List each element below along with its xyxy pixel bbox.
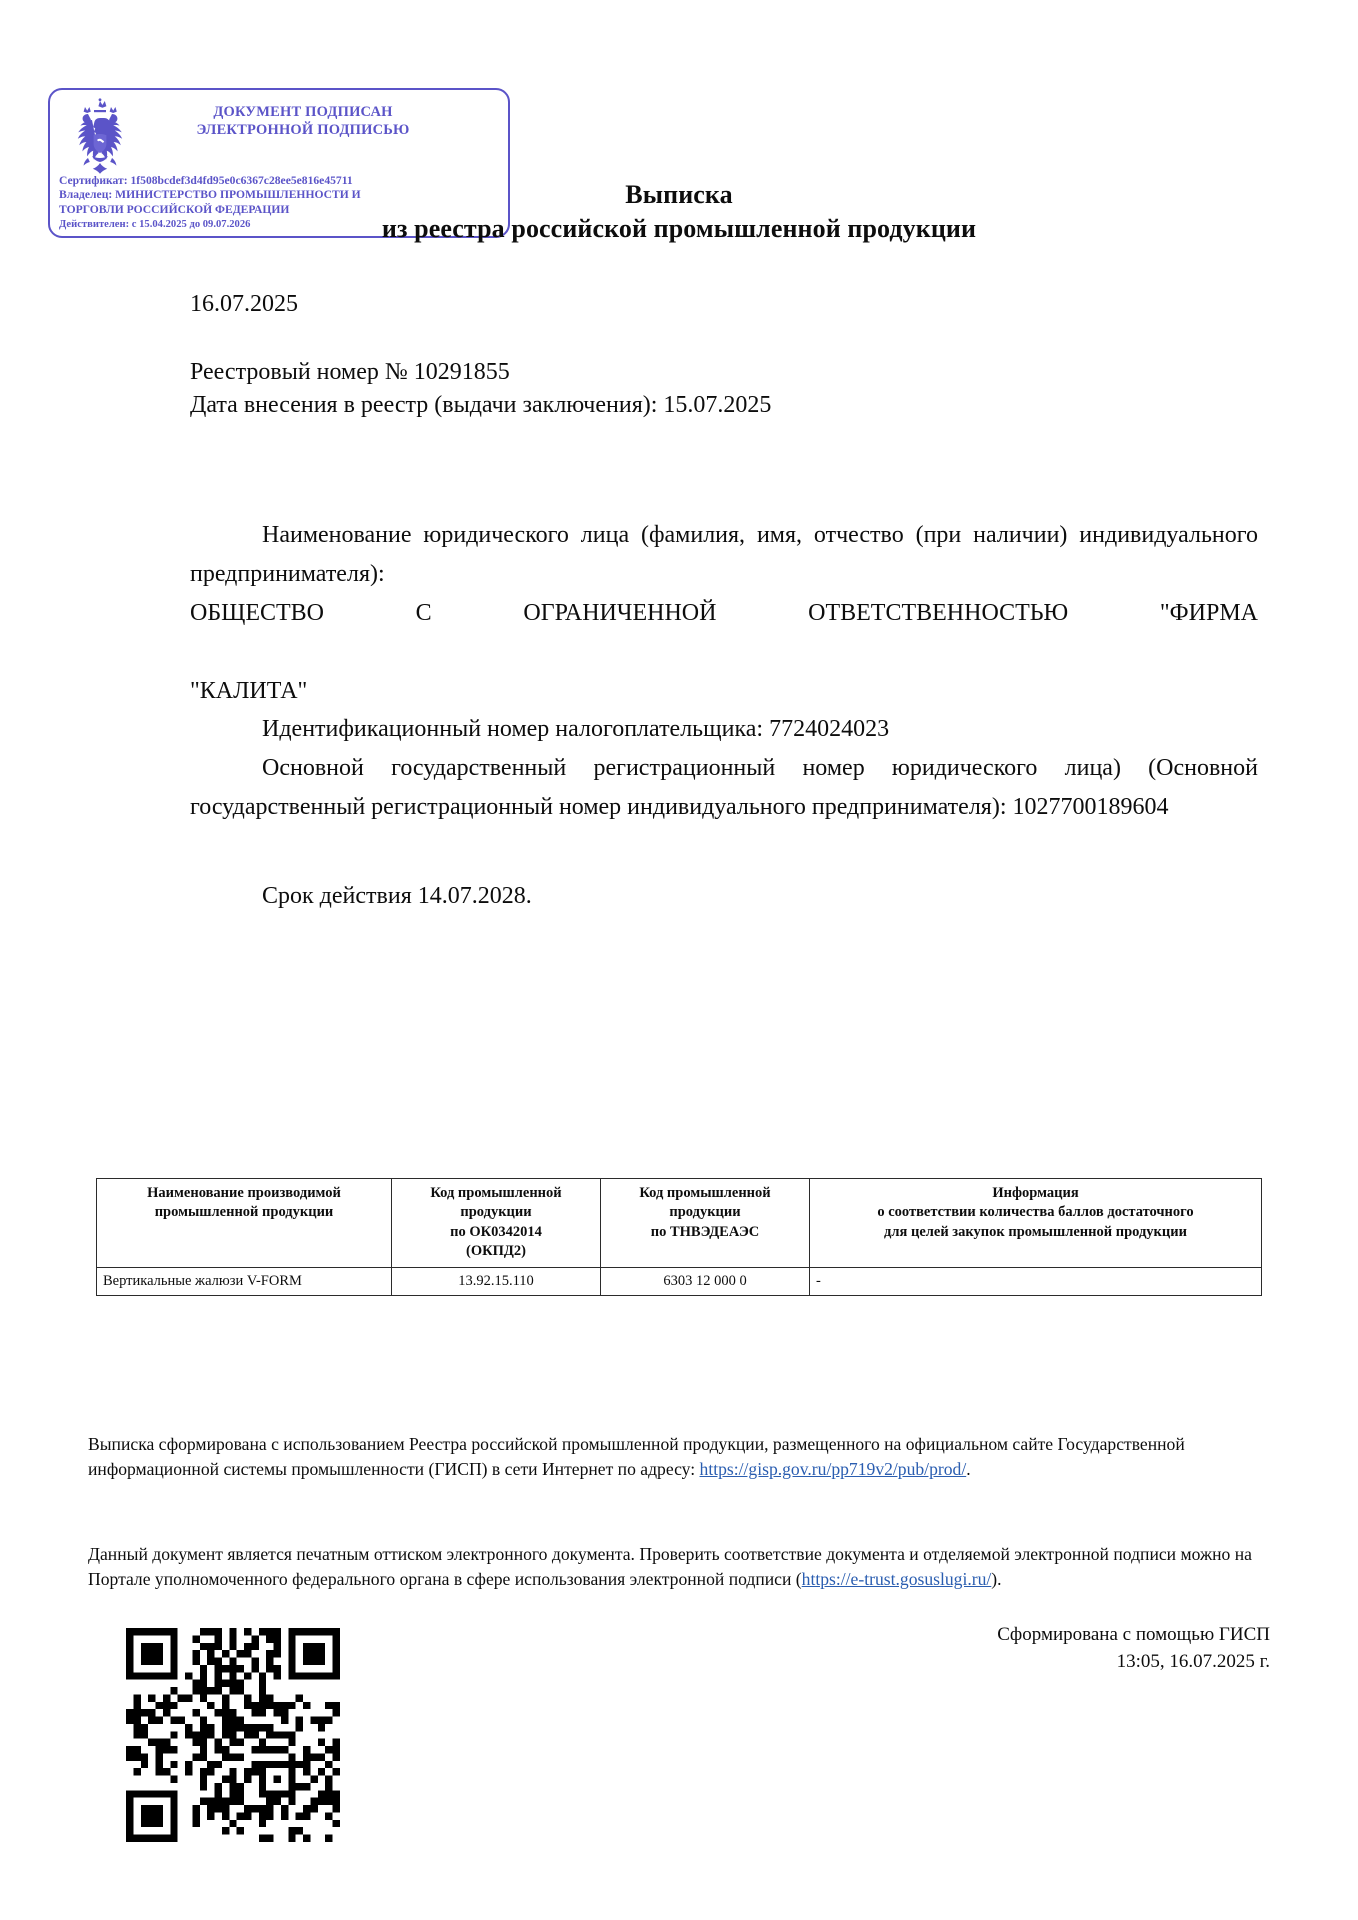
gisp-portal-link[interactable]: https://gisp.gov.ru/pp719v2/pub/prod/: [699, 1459, 967, 1480]
company-name-line2: "КАЛИТА": [190, 677, 308, 704]
table-header-row: [97, 1179, 1262, 1268]
product-table-head: [97, 1179, 1262, 1268]
generated-timestamp: 13:05, 16.07.2025 г.: [1116, 1650, 1270, 1672]
product-table-body: [97, 1267, 1262, 1295]
header-line: для целей закупок промышленной продукции: [884, 1223, 1187, 1240]
header-line: промышленной продукции: [154, 1204, 334, 1221]
stamp-owner-line1: Владелец: МИНИСТЕРСТВО ПРОМЫШЛЕННОСТИ И: [59, 188, 361, 202]
document-meta: [190, 292, 771, 417]
cell-okpd2-code: 13.92.15.110: [392, 1267, 601, 1295]
footer-note-registry: [88, 1432, 1273, 1482]
cell-points-info: -: [810, 1267, 1262, 1295]
e-trust-portal-link[interactable]: https://e-trust.gosuslugi.ru/: [801, 1569, 992, 1590]
registry-number: Реестровый номер № 10291855: [190, 359, 510, 385]
header-line: Код промышленной: [639, 1185, 771, 1201]
footer-note-signature: [88, 1542, 1273, 1592]
qr-code[interactable]: [126, 1628, 340, 1842]
header-line: по ТНВЭДЕАЭС: [650, 1223, 760, 1240]
header-line: продукции: [460, 1204, 532, 1221]
russian-coat-of-arms-icon: [64, 98, 136, 176]
table-header-product-name: [97, 1179, 392, 1268]
registry-entry-date: Дата внесения в реестр (выдачи заключения): 15.07.2025: [190, 392, 772, 418]
stamp-owner-line2: ТОРГОВЛИ РОССИЙСКОЙ ФЕДЕРАЦИИ: [59, 203, 290, 217]
table-header-okpd2-code: [392, 1179, 601, 1268]
footer-note-1-text: Выписка сформирована с использованием Реестра российской промышленной продукции, размещенного на официальном сайте Государственной информационной системы промышленности (ГИСП) в сети Интернет по адресу:: [88, 1434, 1185, 1480]
document-body: [190, 516, 1258, 916]
company-name: [190, 594, 1258, 711]
document-date: 16.07.2025: [190, 291, 298, 317]
cell-tnved-code: 6303 12 000 0: [601, 1267, 810, 1295]
body-spacer: [190, 827, 1258, 877]
table-header-tnved-code: [601, 1179, 810, 1268]
ogrn-number: Основной государственный регистрационный номер юридического лица) (Основной государственный регистрационный номер индивидуального предпринимателя): 1027700189604: [190, 755, 1258, 821]
header-line: (ОКПД2): [466, 1243, 526, 1260]
stamp-heading: [136, 96, 500, 139]
header-line: Информация: [992, 1185, 1079, 1201]
taxpayer-number: Идентификационный номер налогоплательщика: 7724024023: [262, 716, 890, 743]
header-line: по ОК0342014: [450, 1223, 542, 1240]
footer-note-1-suffix: .: [966, 1459, 971, 1480]
table-row: [97, 1267, 1262, 1295]
product-table: [96, 1178, 1262, 1296]
header-line: продукции: [669, 1204, 741, 1221]
cell-product-name: Вертикальные жалюзи V-FORM: [97, 1267, 392, 1295]
stamp-certificate: Сертификат: 1f508bcdef3d4fd95e0c6367c28ee5e816e45711: [59, 173, 353, 187]
stamp-header: [50, 90, 508, 176]
company-name-line1: ОБЩЕСТВО С ОГРАНИЧЕННОЙ ОТВЕТСТВЕННОСТЬЮ "ФИРМА: [190, 599, 1258, 626]
table-header-points-info: [810, 1179, 1262, 1268]
page-title: [0, 178, 1358, 247]
header-line: Наименование производимой: [147, 1185, 341, 1201]
validity-term: Срок действия 14.07.2028.: [262, 883, 532, 909]
page-title-line2: из реестра российской промышленной продукции: [381, 214, 977, 244]
stamp-heading-line2: ЭЛЕКТРОННОЙ ПОДПИСЬЮ: [196, 121, 410, 138]
generated-by-label: Сформирована с помощью ГИСП: [997, 1624, 1270, 1645]
stamp-validity: Действителен: с 15.04.2025 до 09.07.2026: [59, 218, 251, 230]
legal-name-label: Наименование юридического лица (фамилия, имя, отчество (при наличии) индивидуального предпринимателя):: [190, 522, 1258, 587]
stamp-heading-line1: ДОКУМЕНТ ПОДПИСАН: [213, 104, 393, 120]
header-line: Код промышленной: [430, 1185, 562, 1201]
page-title-line1: Выписка: [625, 180, 733, 209]
header-line: о соответствии количества баллов достаточного: [877, 1204, 1194, 1221]
footer-note-2-suffix: ).: [991, 1569, 1002, 1590]
generated-by-block: [997, 1622, 1270, 1676]
footer-note-2-text: Данный документ является печатным оттиском электронного документа. Проверить соответствие документа и отделяемой электронной подписи можно на Портале уполномоченного федерального органа в сфере использования электронной подписи (: [88, 1544, 1252, 1590]
